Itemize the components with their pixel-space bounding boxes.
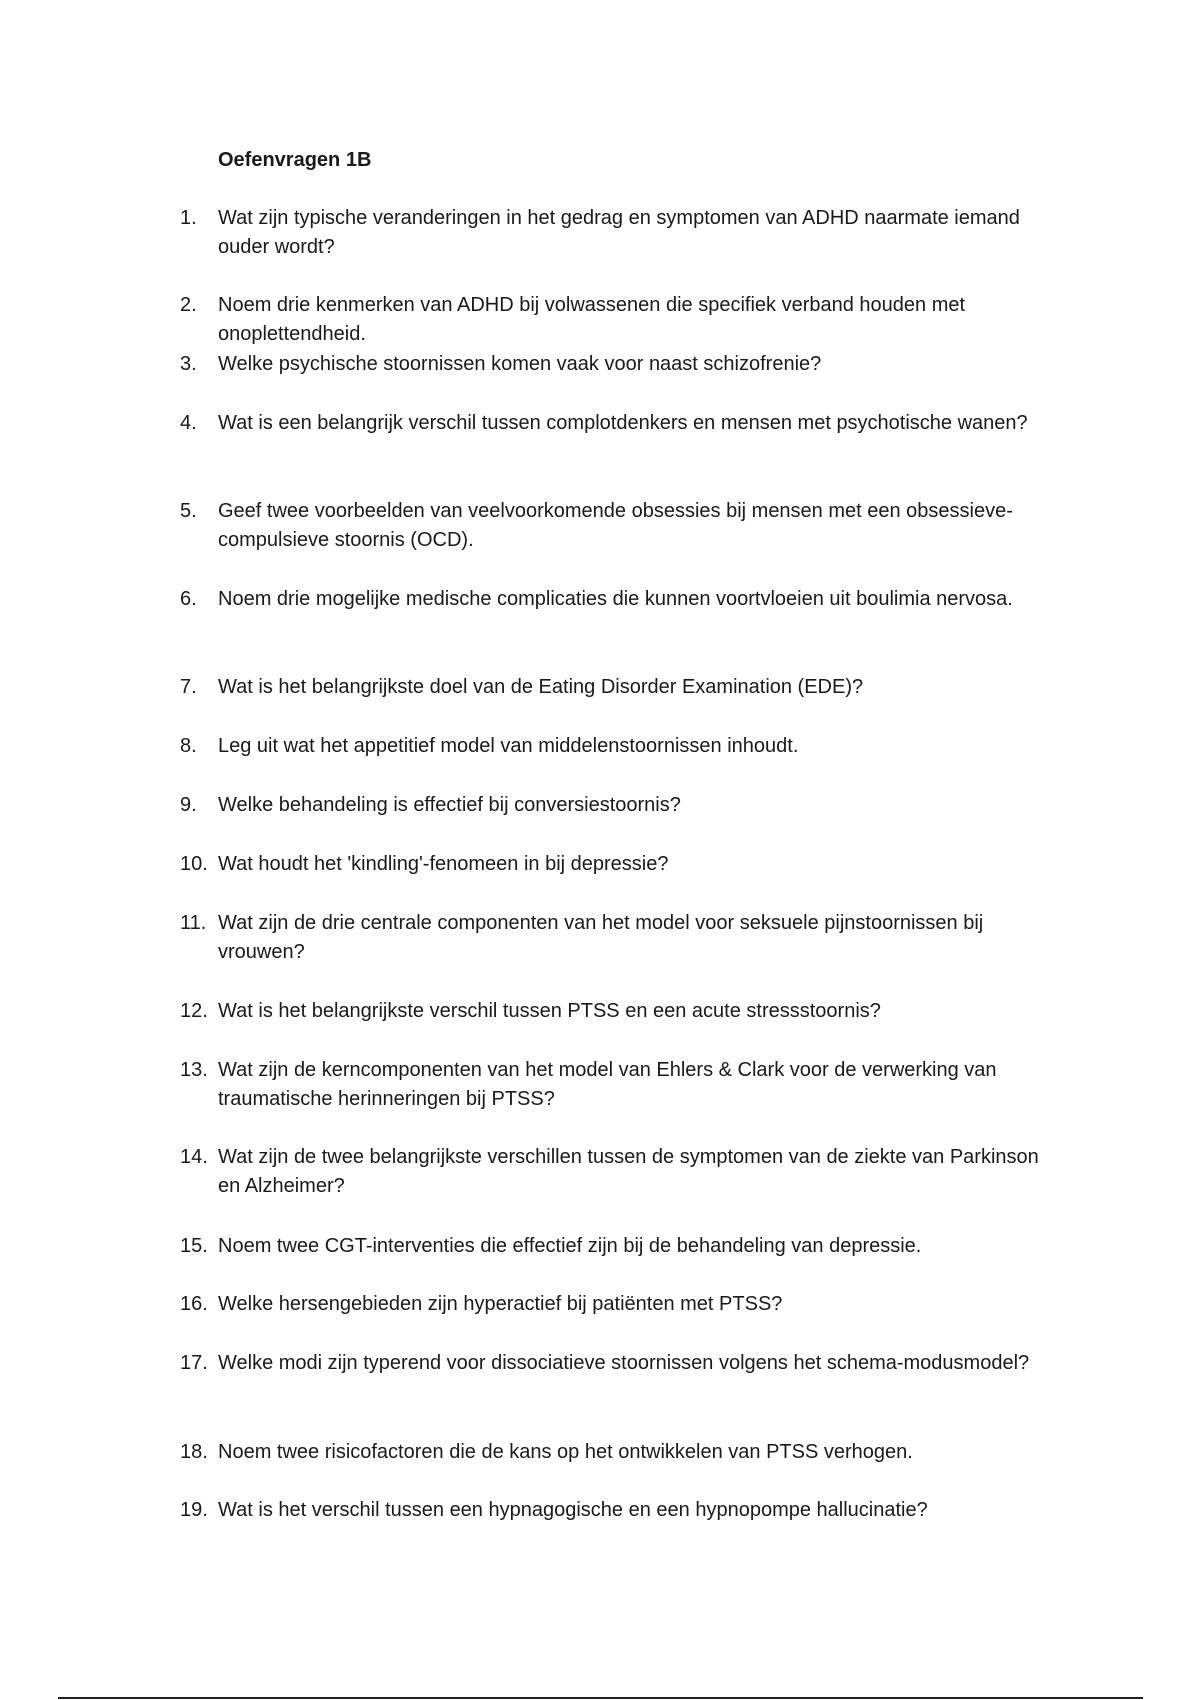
- question-number: 5.: [180, 500, 197, 522]
- question-text: Noem drie mogelijke medische complicaties die kunnen voortvloeien uit boulimia nervosa.: [218, 588, 1013, 610]
- question-text: Wat is het belangrijkste doel van de Eating Disorder Examination (EDE)?: [218, 676, 864, 698]
- question-text: Noem twee risicofactoren die de kans op het ontwikkelen van PTSS verhogen.: [218, 1441, 913, 1463]
- question-text: Geef twee voorbeelden van veelvoorkomende obsessies bij mensen met een obsessieve-compulsieve stoornis (OCD).: [218, 500, 1013, 551]
- question-number: 12.: [180, 1000, 208, 1022]
- question-number: 10.: [180, 853, 208, 875]
- question-number: 16.: [180, 1293, 208, 1315]
- question-item: [180, 350, 1060, 379]
- question-text: Wat is het verschil tussen een hypnagogische en een hypnopompe hallucinatie?: [218, 1499, 928, 1521]
- question-item: [180, 909, 1060, 967]
- question-item: [180, 673, 1060, 702]
- question-number: 11.: [180, 912, 207, 934]
- question-number: 8.: [180, 735, 197, 757]
- question-item: [180, 585, 1060, 614]
- question-number: 15.: [180, 1235, 208, 1257]
- page-bottom-divider: [58, 1697, 1143, 1699]
- question-item: [180, 204, 1060, 262]
- question-number: 3.: [180, 353, 197, 375]
- question-item: [180, 850, 1060, 879]
- question-item: [180, 1349, 1060, 1378]
- question-number: 14.: [180, 1146, 208, 1168]
- question-text: Welke psychische stoornissen komen vaak voor naast schizofrenie?: [218, 353, 822, 375]
- question-item: [180, 291, 1060, 349]
- question-number: 4.: [180, 412, 197, 434]
- question-item: [180, 997, 1060, 1026]
- question-number: 9.: [180, 794, 197, 816]
- question-text: Noem twee CGT-interventies die effectief zijn bij de behandeling van depressie.: [218, 1235, 922, 1257]
- question-text: Wat is het belangrijkste verschil tussen PTSS en een acute stressstoornis?: [218, 1000, 881, 1022]
- question-text: Wat zijn typische veranderingen in het gedrag en symptomen van ADHD naarmate iemand ouder wordt?: [218, 207, 1020, 258]
- question-number: 6.: [180, 588, 197, 610]
- question-item: [180, 1143, 1060, 1201]
- question-number: 18.: [180, 1441, 208, 1463]
- question-text: Wat is een belangrijk verschil tussen complotdenkers en mensen met psychotische wanen?: [218, 412, 1028, 434]
- question-item: [180, 497, 1060, 555]
- question-number: 2.: [180, 294, 197, 316]
- question-item: [180, 732, 1060, 761]
- question-item: [180, 1232, 1060, 1261]
- question-item: [180, 1290, 1060, 1319]
- question-number: 19.: [180, 1499, 208, 1521]
- question-number: 7.: [180, 676, 197, 698]
- question-number: 17.: [180, 1352, 208, 1374]
- question-text: Wat zijn de twee belangrijkste verschillen tussen de symptomen van de ziekte van Parkinson en Alzheimer?: [218, 1146, 1039, 1197]
- question-item: [180, 791, 1060, 820]
- question-text: Wat zijn de drie centrale componenten van het model voor seksuele pijnstoornissen bij vrouwen?: [218, 912, 984, 963]
- question-text: Leg uit wat het appetitief model van middelenstoornissen inhoudt.: [218, 735, 799, 757]
- question-text: Noem drie kenmerken van ADHD bij volwassenen die specifiek verband houden met onoplettendheid.: [218, 294, 966, 345]
- question-text: Welke modi zijn typerend voor dissociatieve stoornissen volgens het schema-modusmodel?: [218, 1352, 1030, 1374]
- question-text: Wat zijn de kerncomponenten van het model van Ehlers & Clark voor de verwerking van traumatische herinneringen bij PTSS?: [218, 1059, 997, 1110]
- question-item: [180, 1438, 1060, 1467]
- question-item: [180, 1496, 1060, 1525]
- question-item: [180, 1056, 1060, 1114]
- question-number: 1.: [180, 207, 197, 229]
- question-number: 13.: [180, 1059, 208, 1081]
- question-item: [180, 409, 1060, 438]
- question-text: Welke hersengebieden zijn hyperactief bij patiënten met PTSS?: [218, 1293, 783, 1315]
- question-text: Welke behandeling is effectief bij conversiestoornis?: [218, 794, 681, 816]
- document-title: Oefenvragen 1B: [218, 149, 372, 171]
- question-text: Wat houdt het 'kindling'-fenomeen in bij depressie?: [218, 853, 669, 875]
